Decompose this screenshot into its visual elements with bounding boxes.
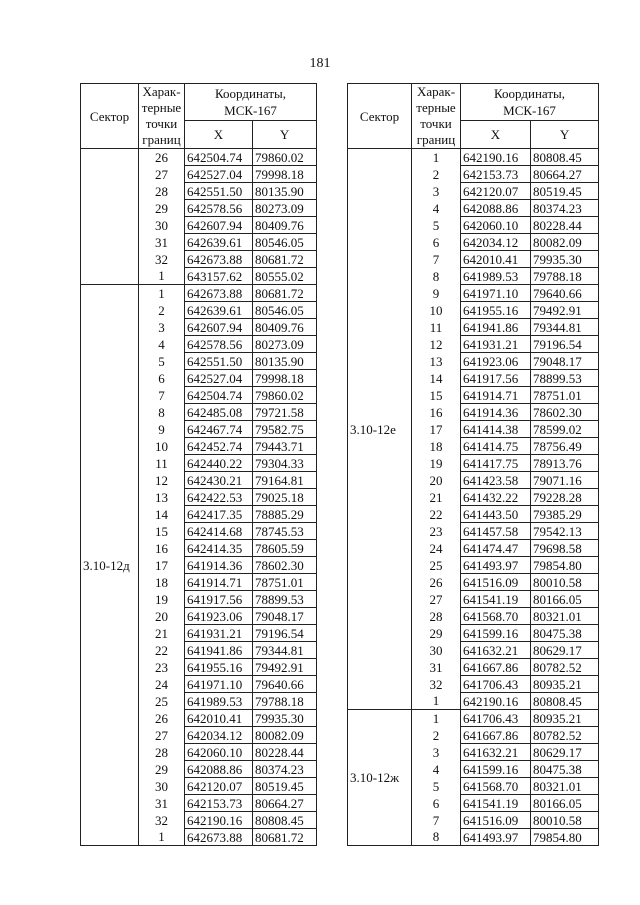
y-coordinate-cell: 80166.05: [531, 591, 599, 608]
point-number-cell: 17: [412, 421, 461, 438]
y-coordinate-cell: 78605.59: [253, 540, 317, 557]
point-number-cell: 26: [139, 710, 185, 727]
y-coordinate-cell: 79698.58: [531, 540, 599, 557]
x-coordinate-cell: 642034.12: [461, 234, 531, 251]
header-coordinates: Координаты, МСК-167: [461, 84, 599, 121]
y-coordinate-cell: 80808.45: [531, 149, 599, 166]
x-coordinate-cell: 642527.04: [185, 370, 253, 387]
y-coordinate-cell: 80475.38: [531, 625, 599, 642]
x-coordinate-cell: 642088.86: [185, 761, 253, 778]
x-coordinate-cell: 642673.88: [185, 829, 253, 846]
x-coordinate-cell: 642504.74: [185, 387, 253, 404]
point-number-cell: 27: [139, 166, 185, 183]
x-coordinate-cell: 641955.16: [461, 302, 531, 319]
point-number-cell: 22: [412, 506, 461, 523]
point-number-cell: 13: [139, 489, 185, 506]
y-coordinate-cell: 79854.80: [531, 557, 599, 574]
point-number-cell: 6: [139, 370, 185, 387]
x-coordinate-cell: 641989.53: [461, 268, 531, 285]
y-coordinate-cell: 79640.66: [253, 676, 317, 693]
x-coordinate-cell: 642485.08: [185, 404, 253, 421]
point-number-cell: 7: [412, 251, 461, 268]
point-number-cell: 7: [139, 387, 185, 404]
y-coordinate-cell: 78913.76: [531, 455, 599, 472]
table-body: [81, 149, 317, 846]
x-coordinate-cell: 641493.97: [461, 829, 531, 846]
point-number-cell: 32: [412, 676, 461, 693]
x-coordinate-cell: 641493.97: [461, 557, 531, 574]
x-coordinate-cell: 641917.56: [185, 591, 253, 608]
y-coordinate-cell: 79048.17: [253, 608, 317, 625]
y-coordinate-cell: 80808.45: [253, 812, 317, 829]
header-coordinates: Координаты, МСК-167: [185, 84, 317, 121]
x-coordinate-cell: 641423.58: [461, 472, 531, 489]
x-coordinate-cell: 641931.21: [461, 336, 531, 353]
header-y: Y: [253, 121, 317, 149]
x-coordinate-cell: 641516.09: [461, 574, 531, 591]
point-number-cell: 30: [139, 217, 185, 234]
y-coordinate-cell: 80166.05: [531, 795, 599, 812]
y-coordinate-cell: 79854.80: [531, 829, 599, 846]
point-number-cell: 23: [412, 523, 461, 540]
point-number-cell: 5: [412, 217, 461, 234]
x-coordinate-cell: 641955.16: [185, 659, 253, 676]
y-coordinate-cell: 80273.09: [253, 200, 317, 217]
point-number-cell: 30: [412, 642, 461, 659]
point-number-cell: 10: [412, 302, 461, 319]
point-number-cell: 17: [139, 557, 185, 574]
point-number-cell: 11: [412, 319, 461, 336]
point-number-cell: 1: [412, 710, 461, 727]
x-coordinate-cell: 642673.88: [185, 251, 253, 268]
x-coordinate-cell: 642551.50: [185, 183, 253, 200]
point-number-cell: 15: [139, 523, 185, 540]
y-coordinate-cell: 80135.90: [253, 183, 317, 200]
point-number-cell: 10: [139, 438, 185, 455]
header-sector: Сектор: [348, 84, 412, 149]
y-coordinate-cell: 80546.05: [253, 234, 317, 251]
y-coordinate-cell: 80935.21: [531, 710, 599, 727]
x-coordinate-cell: 641599.16: [461, 625, 531, 642]
point-number-cell: 8: [412, 268, 461, 285]
x-coordinate-cell: 641914.71: [461, 387, 531, 404]
x-coordinate-cell: 641667.86: [461, 659, 531, 676]
y-coordinate-cell: 79860.02: [253, 149, 317, 166]
x-coordinate-cell: 642060.10: [185, 744, 253, 761]
x-coordinate-cell: 641516.09: [461, 812, 531, 829]
point-number-cell: 29: [139, 761, 185, 778]
x-coordinate-cell: 641417.75: [461, 455, 531, 472]
y-coordinate-cell: 78751.01: [531, 387, 599, 404]
table-row: [81, 149, 317, 166]
point-number-cell: 21: [412, 489, 461, 506]
y-coordinate-cell: 79542.13: [531, 523, 599, 540]
page-number: 181: [309, 56, 331, 71]
point-number-cell: 30: [139, 778, 185, 795]
x-coordinate-cell: 641914.71: [185, 574, 253, 591]
y-coordinate-cell: 79344.81: [531, 319, 599, 336]
table-body: [348, 149, 599, 846]
y-coordinate-cell: 78756.49: [531, 438, 599, 455]
x-coordinate-cell: 642422.53: [185, 489, 253, 506]
y-coordinate-cell: 79721.58: [253, 404, 317, 421]
y-coordinate-cell: 80546.05: [253, 302, 317, 319]
point-number-cell: 28: [139, 744, 185, 761]
point-number-cell: 23: [139, 659, 185, 676]
point-number-cell: 14: [412, 370, 461, 387]
table-header: [348, 84, 599, 149]
y-coordinate-cell: 79228.28: [531, 489, 599, 506]
point-number-cell: 25: [412, 557, 461, 574]
x-coordinate-cell: 642504.74: [185, 149, 253, 166]
y-coordinate-cell: 79025.18: [253, 489, 317, 506]
sector-cell: [81, 149, 139, 285]
x-coordinate-cell: 641568.70: [461, 608, 531, 625]
table-row: [348, 710, 599, 727]
y-coordinate-cell: 80082.09: [531, 234, 599, 251]
point-number-cell: 26: [139, 149, 185, 166]
coordinates-table-left: [80, 83, 317, 846]
point-number-cell: 14: [139, 506, 185, 523]
x-coordinate-cell: 641931.21: [185, 625, 253, 642]
x-coordinate-cell: 641941.86: [185, 642, 253, 659]
y-coordinate-cell: 79998.18: [253, 370, 317, 387]
point-number-cell: 2: [139, 302, 185, 319]
y-coordinate-cell: 80228.44: [531, 217, 599, 234]
y-coordinate-cell: 79935.30: [531, 251, 599, 268]
x-coordinate-cell: 642673.88: [185, 285, 253, 302]
point-number-cell: 1: [412, 149, 461, 166]
x-coordinate-cell: 642153.73: [185, 795, 253, 812]
point-number-cell: 18: [139, 574, 185, 591]
y-coordinate-cell: 79164.81: [253, 472, 317, 489]
x-coordinate-cell: 642430.21: [185, 472, 253, 489]
y-coordinate-cell: 78899.53: [253, 591, 317, 608]
y-coordinate-cell: 80010.58: [531, 812, 599, 829]
point-number-cell: 21: [139, 625, 185, 642]
point-number-cell: 1: [412, 693, 461, 710]
point-number-cell: 31: [412, 659, 461, 676]
y-coordinate-cell: 79582.75: [253, 421, 317, 438]
x-coordinate-cell: 641941.86: [461, 319, 531, 336]
x-coordinate-cell: 642120.07: [185, 778, 253, 795]
x-coordinate-cell: 641971.10: [185, 676, 253, 693]
x-coordinate-cell: 642414.68: [185, 523, 253, 540]
point-number-cell: 6: [412, 234, 461, 251]
y-coordinate-cell: 79071.16: [531, 472, 599, 489]
y-coordinate-cell: 79304.33: [253, 455, 317, 472]
y-coordinate-cell: 79935.30: [253, 710, 317, 727]
y-coordinate-cell: 80681.72: [253, 285, 317, 302]
table-header: [81, 84, 317, 149]
y-coordinate-cell: 80935.21: [531, 676, 599, 693]
x-coordinate-cell: 642010.41: [461, 251, 531, 268]
y-coordinate-cell: 80629.17: [531, 642, 599, 659]
y-coordinate-cell: 79788.18: [531, 268, 599, 285]
y-coordinate-cell: 78602.30: [531, 404, 599, 421]
y-coordinate-cell: 80409.76: [253, 319, 317, 336]
y-coordinate-cell: 79640.66: [531, 285, 599, 302]
point-number-cell: 5: [412, 778, 461, 795]
point-number-cell: 29: [412, 625, 461, 642]
y-coordinate-cell: 79196.54: [531, 336, 599, 353]
x-coordinate-cell: 641474.47: [461, 540, 531, 557]
x-coordinate-cell: 642607.94: [185, 217, 253, 234]
point-number-cell: 28: [139, 183, 185, 200]
x-coordinate-cell: 642190.16: [461, 149, 531, 166]
point-number-cell: 1: [139, 829, 185, 846]
y-coordinate-cell: 78751.01: [253, 574, 317, 591]
point-number-cell: 31: [139, 795, 185, 812]
y-coordinate-cell: 80782.52: [531, 727, 599, 744]
x-coordinate-cell: 641667.86: [461, 727, 531, 744]
y-coordinate-cell: 80010.58: [531, 574, 599, 591]
point-number-cell: 20: [412, 472, 461, 489]
y-coordinate-cell: 79385.29: [531, 506, 599, 523]
point-number-cell: 22: [139, 642, 185, 659]
point-number-cell: 3: [412, 744, 461, 761]
point-number-cell: 3: [139, 319, 185, 336]
y-coordinate-cell: 79492.91: [253, 659, 317, 676]
point-number-cell: 6: [412, 795, 461, 812]
x-coordinate-cell: 641541.19: [461, 591, 531, 608]
x-coordinate-cell: 641989.53: [185, 693, 253, 710]
x-coordinate-cell: 642639.61: [185, 302, 253, 319]
y-coordinate-cell: 80082.09: [253, 727, 317, 744]
y-coordinate-cell: 78899.53: [531, 370, 599, 387]
y-coordinate-cell: 78602.30: [253, 557, 317, 574]
y-coordinate-cell: 79196.54: [253, 625, 317, 642]
point-number-cell: 1: [139, 285, 185, 302]
point-number-cell: 19: [139, 591, 185, 608]
y-coordinate-cell: 80273.09: [253, 336, 317, 353]
x-coordinate-cell: 642088.86: [461, 200, 531, 217]
x-coordinate-cell: 641632.21: [461, 744, 531, 761]
sector-cell: 3.10-12ж: [348, 710, 412, 846]
point-number-cell: 3: [412, 183, 461, 200]
y-coordinate-cell: 80808.45: [531, 693, 599, 710]
x-coordinate-cell: 641443.50: [461, 506, 531, 523]
y-coordinate-cell: 80519.45: [253, 778, 317, 795]
x-coordinate-cell: 642440.22: [185, 455, 253, 472]
y-coordinate-cell: 80374.23: [253, 761, 317, 778]
point-number-cell: 32: [139, 251, 185, 268]
point-number-cell: 12: [412, 336, 461, 353]
point-number-cell: 15: [412, 387, 461, 404]
x-coordinate-cell: 641599.16: [461, 761, 531, 778]
header-y: Y: [531, 121, 599, 149]
point-number-cell: 1: [139, 268, 185, 285]
x-coordinate-cell: 641917.56: [461, 370, 531, 387]
y-coordinate-cell: 79344.81: [253, 642, 317, 659]
y-coordinate-cell: 78745.53: [253, 523, 317, 540]
y-coordinate-cell: 80664.27: [531, 166, 599, 183]
header-sector: Сектор: [81, 84, 139, 149]
point-number-cell: 9: [412, 285, 461, 302]
point-number-cell: 18: [412, 438, 461, 455]
x-coordinate-cell: 641914.36: [185, 557, 253, 574]
y-coordinate-cell: 78599.02: [531, 421, 599, 438]
y-coordinate-cell: 80475.38: [531, 761, 599, 778]
x-coordinate-cell: 641923.06: [461, 353, 531, 370]
y-coordinate-cell: 80228.44: [253, 744, 317, 761]
x-coordinate-cell: 642153.73: [461, 166, 531, 183]
x-coordinate-cell: 642414.35: [185, 540, 253, 557]
point-number-cell: 24: [139, 676, 185, 693]
x-coordinate-cell: 641432.22: [461, 489, 531, 506]
point-number-cell: 28: [412, 608, 461, 625]
y-coordinate-cell: 79443.71: [253, 438, 317, 455]
table-row: [81, 285, 317, 302]
y-coordinate-cell: 80321.01: [531, 608, 599, 625]
y-coordinate-cell: 79998.18: [253, 166, 317, 183]
x-coordinate-cell: 642467.74: [185, 421, 253, 438]
point-number-cell: 16: [139, 540, 185, 557]
point-number-cell: 31: [139, 234, 185, 251]
x-coordinate-cell: 642607.94: [185, 319, 253, 336]
y-coordinate-cell: 80664.27: [253, 795, 317, 812]
point-number-cell: 25: [139, 693, 185, 710]
x-coordinate-cell: 641971.10: [461, 285, 531, 302]
point-number-cell: 11: [139, 455, 185, 472]
y-coordinate-cell: 80681.72: [253, 251, 317, 268]
x-coordinate-cell: 642551.50: [185, 353, 253, 370]
x-coordinate-cell: 642190.16: [461, 693, 531, 710]
coordinates-table-right: [347, 83, 599, 846]
y-coordinate-cell: 80374.23: [531, 200, 599, 217]
x-coordinate-cell: 641541.19: [461, 795, 531, 812]
point-number-cell: 2: [412, 166, 461, 183]
x-coordinate-cell: 641568.70: [461, 778, 531, 795]
point-number-cell: 9: [139, 421, 185, 438]
x-coordinate-cell: 641632.21: [461, 642, 531, 659]
sector-cell: 3.10-12д: [81, 285, 139, 846]
point-number-cell: 26: [412, 574, 461, 591]
sector-cell: 3.10-12е: [348, 149, 412, 710]
x-coordinate-cell: 641706.43: [461, 710, 531, 727]
x-coordinate-cell: 642527.04: [185, 166, 253, 183]
point-number-cell: 13: [412, 353, 461, 370]
x-coordinate-cell: 641914.36: [461, 404, 531, 421]
y-coordinate-cell: 80321.01: [531, 778, 599, 795]
point-number-cell: 19: [412, 455, 461, 472]
x-coordinate-cell: 643157.62: [185, 268, 253, 285]
y-coordinate-cell: 79788.18: [253, 693, 317, 710]
header-characteristic-points: Харак- терные точки границ: [139, 84, 185, 149]
point-number-cell: 8: [412, 829, 461, 846]
x-coordinate-cell: 641414.75: [461, 438, 531, 455]
x-coordinate-cell: 641923.06: [185, 608, 253, 625]
x-coordinate-cell: 642034.12: [185, 727, 253, 744]
x-coordinate-cell: 641457.58: [461, 523, 531, 540]
header-x: X: [185, 121, 253, 149]
point-number-cell: 16: [412, 404, 461, 421]
point-number-cell: 2: [412, 727, 461, 744]
y-coordinate-cell: 80519.45: [531, 183, 599, 200]
point-number-cell: 24: [412, 540, 461, 557]
x-coordinate-cell: 642010.41: [185, 710, 253, 727]
x-coordinate-cell: 642190.16: [185, 812, 253, 829]
x-coordinate-cell: 642120.07: [461, 183, 531, 200]
y-coordinate-cell: 80681.72: [253, 829, 317, 846]
x-coordinate-cell: 642639.61: [185, 234, 253, 251]
point-number-cell: 4: [412, 761, 461, 778]
point-number-cell: 27: [139, 727, 185, 744]
point-number-cell: 4: [412, 200, 461, 217]
point-number-cell: 32: [139, 812, 185, 829]
y-coordinate-cell: 80782.52: [531, 659, 599, 676]
point-number-cell: 4: [139, 336, 185, 353]
y-coordinate-cell: 79492.91: [531, 302, 599, 319]
header-characteristic-points: Харак- терные точки границ: [412, 84, 461, 149]
y-coordinate-cell: 78885.29: [253, 506, 317, 523]
point-number-cell: 5: [139, 353, 185, 370]
x-coordinate-cell: 642417.35: [185, 506, 253, 523]
x-coordinate-cell: 641414.38: [461, 421, 531, 438]
x-coordinate-cell: 642578.56: [185, 336, 253, 353]
y-coordinate-cell: 80135.90: [253, 353, 317, 370]
x-coordinate-cell: 641706.43: [461, 676, 531, 693]
y-coordinate-cell: 80629.17: [531, 744, 599, 761]
x-coordinate-cell: 642578.56: [185, 200, 253, 217]
y-coordinate-cell: 79860.02: [253, 387, 317, 404]
point-number-cell: 20: [139, 608, 185, 625]
header-x: X: [461, 121, 531, 149]
point-number-cell: 8: [139, 404, 185, 421]
y-coordinate-cell: 79048.17: [531, 353, 599, 370]
point-number-cell: 12: [139, 472, 185, 489]
table-row: [348, 149, 599, 166]
y-coordinate-cell: 80555.02: [253, 268, 317, 285]
x-coordinate-cell: 642452.74: [185, 438, 253, 455]
point-number-cell: 7: [412, 812, 461, 829]
point-number-cell: 29: [139, 200, 185, 217]
x-coordinate-cell: 642060.10: [461, 217, 531, 234]
point-number-cell: 27: [412, 591, 461, 608]
y-coordinate-cell: 80409.76: [253, 217, 317, 234]
